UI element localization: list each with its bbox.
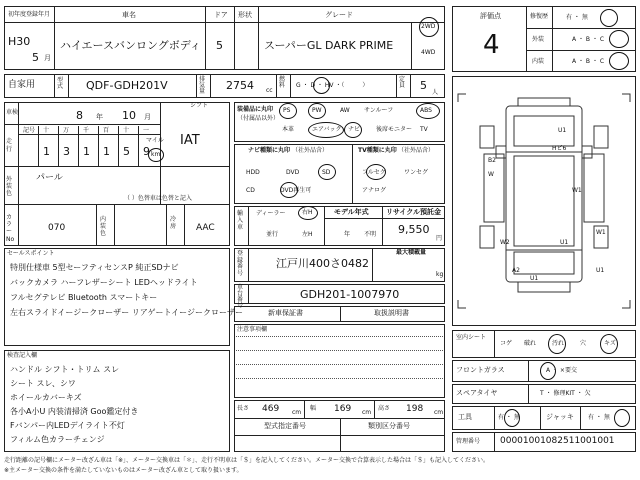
tv-item: フルセグ: [362, 169, 386, 176]
inspector-line: Fバンパー内LEDデイライト不灯: [10, 421, 125, 430]
fuel-d-circle: [313, 77, 330, 94]
car-body-outline: [506, 106, 582, 282]
inspection-month: 10: [122, 109, 136, 122]
height-unit: cm: [434, 409, 444, 416]
navi-note: （社外品含）: [292, 147, 329, 154]
mileage-divider: [58, 126, 59, 166]
tools-options: 有 ・ 無: [498, 414, 520, 421]
navi-dvd-circle: [280, 182, 298, 198]
type-number-label: 型式指定番号: [264, 422, 306, 430]
mileage-divider: [118, 126, 119, 166]
spare-tire-options: T ・ 修理KIT ・ 欠: [540, 390, 591, 397]
new-car-warranty: 新車保証書: [268, 309, 303, 317]
model-year-label: モデル年式: [334, 208, 369, 216]
month-unit: 月: [44, 54, 51, 62]
recycle-value: 9,550: [398, 223, 430, 236]
inspection-month-unit: 月: [144, 113, 151, 121]
mileage-digit: 1: [43, 145, 50, 158]
mileage-digit: 1: [103, 145, 110, 158]
front-glass-a-circle: [540, 362, 556, 380]
sales-points-title: セールスポイント: [7, 250, 55, 257]
car-rear: [514, 252, 574, 274]
damage-mark-roof: Hピ6: [552, 145, 567, 152]
navi-item: SD: [322, 169, 331, 176]
exterior-label: 外装色: [6, 176, 13, 198]
mileage-digit: 5: [123, 145, 130, 158]
equipment-item: AW: [340, 107, 350, 114]
repair-options: 有 ・ 無: [566, 14, 588, 21]
car-name-value: ハイエースバンロングボディ: [60, 39, 201, 52]
exterior-c-circle: [609, 30, 629, 48]
mileage-digit: 1: [83, 145, 90, 158]
mileage-digit-label: 記号: [23, 127, 36, 134]
tools-none-circle: [504, 409, 520, 427]
navi-title: ナビ種類に丸印: [248, 147, 291, 154]
damage-mark-u1-rear: U1: [560, 239, 569, 246]
car-name-label: 車名: [122, 11, 136, 19]
repair-none-circle: [600, 9, 618, 27]
equipment-circle: [344, 122, 362, 138]
handle-left: 左H: [302, 231, 313, 238]
drive-2wd: 2WD: [421, 23, 436, 30]
mileage-digit-label: 万: [63, 127, 70, 134]
inspector-line: 各小A小U 内装清掃済 Goo鑑定付き: [10, 407, 139, 416]
front-bumper: [518, 98, 570, 106]
interior-seat-label: 室内シート: [456, 334, 487, 341]
length-unit: cm: [292, 409, 302, 416]
inspection-label: 車検: [6, 109, 19, 116]
interior-c-circle: [609, 52, 629, 70]
capacity-label: 定員: [399, 76, 406, 89]
chassis-value: GDH201-1007970: [300, 288, 400, 301]
seat-stain-circle: [548, 334, 566, 354]
inspector-title: 検査記入欄: [7, 352, 38, 359]
mileage-divider: [38, 126, 39, 166]
management-label: 管理番号: [456, 438, 481, 445]
navi-item: HDD: [246, 169, 260, 176]
equipment-item: 後席モニター: [376, 126, 413, 133]
mileage-digit-label: 千: [83, 127, 90, 134]
manual: 取扱説明書: [374, 309, 409, 317]
year-value: H30: [8, 35, 31, 48]
interior-grade-label: 内装: [532, 58, 545, 65]
yen-unit: 円: [436, 235, 443, 242]
inspector-line: ハンドル シフト・トリム スレ: [10, 365, 120, 374]
interior-seat-item: 汚れ: [552, 340, 565, 347]
import-dealer: ディーラー: [256, 210, 286, 217]
model-year-unit: 年: [344, 231, 351, 238]
left-front-wheel: [480, 126, 494, 148]
import-parallel: 並行: [266, 231, 279, 238]
model-year-unknown: 不明: [364, 231, 377, 238]
rear-bumper: [518, 282, 570, 292]
capacity-value: 5: [420, 79, 427, 92]
mileage-divider: [98, 126, 99, 166]
navi-item: CD: [246, 187, 255, 194]
sales-point-line: 特別仕様車 5型セーフティセンスP 純正SDナビ: [10, 263, 179, 272]
cc-unit: cc: [266, 87, 273, 94]
mileage-digit: 9: [143, 145, 150, 158]
capacity-unit: 人: [432, 89, 439, 96]
equipment-item: TV: [420, 126, 428, 133]
chassis-label: 車台番号: [237, 284, 244, 309]
model-label: 型式: [57, 77, 64, 90]
damage-mark-a2: A2: [512, 267, 520, 274]
tv-item: アナログ: [362, 187, 387, 194]
class-number-label: 類別区分番号: [368, 422, 410, 430]
exterior-grade-label: 外装: [532, 36, 545, 43]
displacement-label: 排気量: [199, 76, 206, 95]
registration-label: 登録番号: [237, 250, 244, 277]
interior-color-label: 内装色: [100, 216, 107, 238]
interior-grade-options: A ・ B ・ C: [572, 58, 605, 65]
equipment-item: サンルーフ: [364, 107, 394, 114]
equipment-circle: [279, 103, 297, 119]
tv-note: （社外品含）: [398, 147, 435, 154]
inspection-year-unit: 年: [96, 113, 103, 121]
jack-none-circle: [614, 409, 630, 427]
kg-unit: kg: [436, 271, 444, 278]
mileage-digit-label: 一: [143, 127, 150, 134]
sales-point-line: バックカメラ ハーフレザーシート LEDヘッドライト: [10, 278, 198, 287]
footer-line-1: 走行距離の記号欄にメーター改ざん車は「※」、メーター交換車は「＊」、走行不明車は「＄」を記入してください。メーター交換で合算表示した場合は「＄」も記入してください。: [4, 457, 490, 464]
sales-point-line: フルセグテレビ Bluetooth スマートキー: [10, 293, 158, 302]
left-side-panel: [484, 154, 504, 222]
rating-value: 4: [483, 30, 500, 60]
inspector-line: ホイールカバーキズ: [10, 393, 82, 402]
navi-item: DVD再生可: [280, 187, 312, 194]
equipment-note: （付属品以外）: [237, 115, 280, 122]
reg-year-label: 初年度登録年月: [8, 11, 51, 18]
cooler-label: 冷房: [170, 216, 177, 231]
footer-line-2: ※主メーター交換の条件を満たしていないものはメーター改ざん車として取り扱います。: [4, 467, 243, 474]
color-code-value: 070: [48, 223, 66, 233]
displacement-value: 2754: [226, 79, 254, 92]
equipment-title: 装備品に丸印: [237, 106, 274, 113]
mileage-label: 走行: [6, 138, 13, 153]
navi-item: DVD: [286, 169, 300, 176]
tv-title: TV種類に丸印: [358, 147, 397, 154]
damage-mark-w1-rear: W1: [596, 229, 606, 236]
equipment-circle: [416, 103, 440, 119]
equipment-item: 本革: [282, 126, 295, 133]
equipment-item: ABS: [420, 107, 432, 114]
interior-seat-item: キズ: [604, 340, 616, 347]
damage-mark-u1-right: U1: [596, 267, 605, 274]
sales-point-line: 左右スライドイージークローザー リアゲートイージークローザー: [10, 308, 243, 317]
inspector-line: フィルム色カラーチェンジ: [10, 435, 105, 444]
inspection-year: 8: [76, 109, 83, 122]
fuel-label: 燃料: [279, 76, 286, 89]
damage-mark-w2: W2: [500, 239, 510, 246]
month-value: 5: [32, 51, 39, 64]
damage-mark-u1-bumper: U1: [530, 275, 539, 282]
private-label: 自家用: [8, 80, 36, 90]
management-value: 00001001082511001001: [500, 436, 615, 446]
mileage-digit-label: 十: [43, 127, 50, 134]
import-label: 輸入車: [237, 210, 244, 232]
exterior-grade-options: A ・ B ・ C: [572, 36, 605, 43]
mileage-digit-label: 十: [123, 127, 130, 134]
equipment-item: PS: [283, 107, 291, 114]
equipment-item: PW: [312, 107, 322, 114]
damage-mark-w: W: [488, 171, 494, 178]
interior-seat-item: 破れ: [524, 340, 537, 347]
length-value: 469: [262, 404, 280, 414]
exterior-value: パール: [36, 173, 63, 183]
exterior-note: （ ）色替車は色替と記入: [124, 195, 192, 202]
width-label: 幅: [310, 405, 317, 412]
handle-right: 右H: [302, 209, 313, 216]
equipment-circle: [308, 122, 344, 138]
spare-tire-label: スペアタイヤ: [456, 389, 498, 397]
mileage-digit: 3: [63, 145, 70, 158]
damage-mark-u1-hood: U1: [558, 127, 567, 134]
drive-4wd: 4WD: [421, 49, 436, 56]
fuel-options: G ・ D ・ HV ・（ ）: [296, 82, 369, 89]
doors-label: ドア: [214, 11, 228, 19]
notes-label: 注意事項欄: [237, 326, 268, 333]
inspector-line: シート スレ、シワ: [10, 379, 76, 388]
mileage-divider: [78, 126, 79, 166]
grade-label: グレード: [325, 11, 353, 19]
mileage-divider: [138, 126, 139, 166]
equipment-circle: [308, 103, 326, 119]
color-code-label: カラーNo: [6, 214, 15, 243]
mileage-unit-km: km: [151, 151, 161, 158]
cooler-value: AAC: [196, 223, 215, 233]
right-side-panel: [584, 154, 604, 222]
grade-value: スーパーGL DARK PRIME: [264, 39, 394, 52]
navi-sd-circle: [318, 164, 336, 180]
seat-scratch-circle: [600, 334, 618, 354]
tv-item: ワンセグ: [404, 169, 429, 176]
equipment-item: エアバック: [312, 126, 342, 133]
shape-label: 形状: [238, 11, 252, 19]
damage-mark-w1: W1: [572, 187, 582, 194]
jack-label: ジャッキ: [546, 413, 574, 421]
repair-label: 修復歴: [530, 13, 549, 20]
left-rear-wheel: [480, 226, 494, 248]
mileage-unit-mile: マイル: [146, 137, 164, 144]
shift-value: IAT: [180, 133, 200, 148]
model-row: [4, 74, 445, 98]
length-label: 長さ: [237, 405, 250, 412]
front-glass-options: A ・ ×要交: [546, 367, 577, 374]
recycle-label: リサイクル預託金: [386, 208, 442, 216]
interior-seat-item: 穴: [580, 340, 587, 347]
doors-value: 5: [216, 39, 223, 52]
model-value: QDF-GDH201V: [86, 79, 168, 92]
car-roof: [514, 156, 574, 246]
front-glass-label: フロントガラス: [456, 366, 505, 374]
car-diagram-svg: [452, 76, 636, 326]
damage-mark-b2: B2: [488, 157, 496, 164]
shift-label: シフト: [190, 102, 209, 109]
max-load-label: 最大積載量: [396, 249, 427, 256]
equipment-item: ナビ: [348, 126, 361, 133]
width-unit: cm: [362, 409, 372, 416]
tools-label: 工具: [458, 413, 472, 421]
right-front-wheel: [594, 126, 608, 148]
jack-options: 有 ・ 無: [588, 414, 610, 421]
registration-value: 江戸川400さ0482: [276, 257, 369, 270]
width-value: 169: [334, 404, 352, 414]
height-value: 198: [406, 404, 424, 414]
mileage-digit-label: 百: [103, 127, 110, 134]
height-label: 高さ: [378, 405, 391, 412]
interior-seat-item: コゲ: [500, 340, 513, 347]
tv-fullseg-circle: [366, 164, 386, 180]
rating-label: 評価点: [480, 12, 501, 20]
